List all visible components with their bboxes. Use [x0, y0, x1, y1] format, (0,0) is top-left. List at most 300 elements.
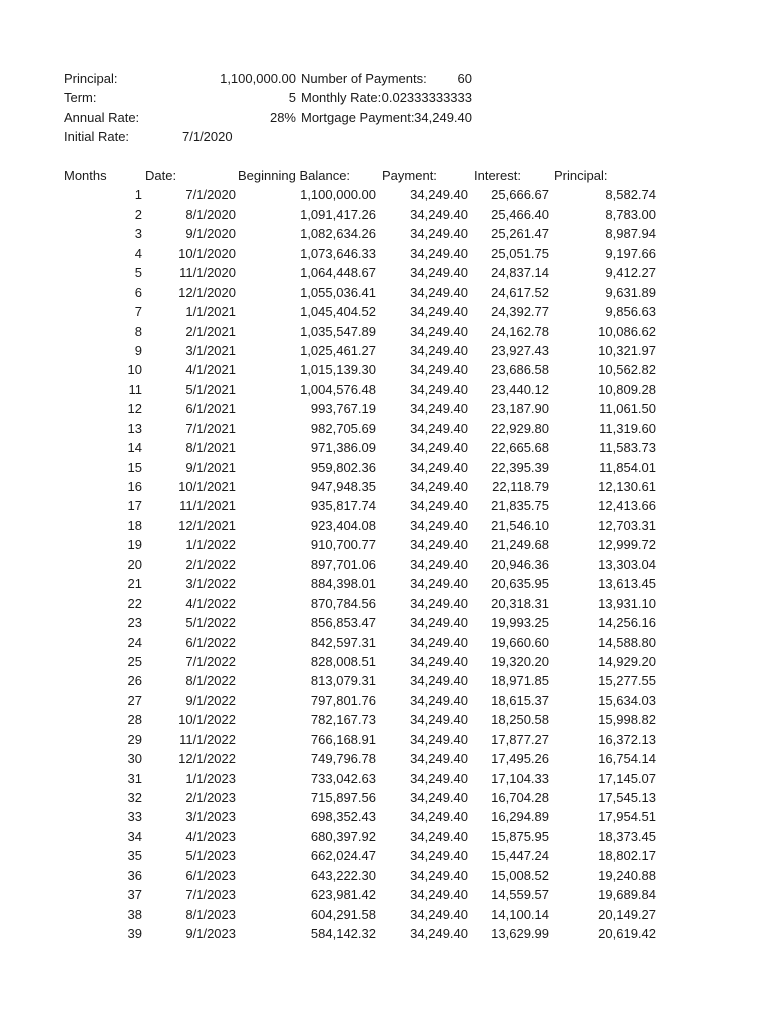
cell-beginning-balance: 1,064,448.67 [300, 265, 376, 281]
cell-month: 30 [127, 751, 142, 767]
cell-interest: 25,261.47 [491, 226, 549, 242]
cell-principal: 8,783.00 [605, 206, 656, 222]
cell-payment: 34,249.40 [410, 517, 468, 533]
table-row [64, 224, 664, 243]
cell-principal: 20,619.42 [598, 926, 656, 942]
cell-month: 26 [127, 673, 142, 689]
cell-month: 31 [127, 770, 142, 786]
table-row [64, 458, 664, 477]
cell-month: 8 [134, 323, 142, 339]
cell-principal: 12,413.66 [598, 498, 656, 514]
cell-month: 21 [127, 576, 142, 592]
cell-interest: 14,559.57 [491, 887, 549, 903]
cell-month: 25 [127, 653, 142, 669]
cell-interest: 19,660.60 [491, 634, 549, 650]
table-row [64, 710, 664, 729]
cell-principal: 19,689.84 [598, 887, 656, 903]
cell-principal: 10,086.62 [598, 323, 656, 339]
cell-date: 9/1/2023 [185, 926, 236, 942]
cell-payment: 34,249.40 [410, 926, 468, 942]
cell-payment: 34,249.40 [410, 265, 468, 281]
cell-interest: 22,395.39 [491, 459, 549, 475]
cell-principal: 19,240.88 [598, 867, 656, 883]
cell-month: 32 [127, 790, 142, 805]
cell-beginning-balance: 1,025,461.27 [300, 342, 376, 358]
cell-interest: 24,837.14 [491, 265, 549, 281]
cell-interest: 25,051.75 [491, 245, 549, 261]
cell-principal: 12,130.61 [598, 479, 656, 494]
cell-month: 18 [127, 517, 142, 533]
cell-principal: 14,588.80 [598, 634, 656, 650]
summary-row-initial-rate [64, 127, 484, 146]
cell-interest: 18,615.37 [491, 692, 549, 708]
cell-payment: 34,249.40 [410, 381, 468, 397]
cell-payment: 34,249.40 [410, 342, 468, 358]
cell-date: 6/1/2023 [185, 867, 236, 883]
cell-beginning-balance: 993,767.19 [310, 401, 376, 417]
cell-beginning-balance: 733,042.63 [310, 770, 376, 786]
cell-month: 33 [127, 809, 142, 825]
cell-interest: 23,440.12 [491, 381, 549, 397]
cell-date: 6/1/2022 [185, 634, 236, 650]
cell-date: 9/1/2022 [185, 692, 236, 708]
cell-date: 12/1/2022 [178, 751, 236, 767]
cell-beginning-balance: 1,045,404.52 [300, 304, 376, 320]
cell-beginning-balance: 1,055,036.41 [300, 284, 376, 300]
cell-month: 36 [127, 867, 142, 883]
cell-payment: 34,249.40 [410, 634, 468, 650]
table-row [64, 846, 664, 865]
summary-row-term [64, 88, 484, 107]
cell-principal: 9,856.63 [605, 304, 656, 320]
cell-beginning-balance: 828,008.51 [310, 653, 376, 669]
cell-date: 11/1/2021 [179, 498, 236, 514]
cell-principal: 11,061.50 [599, 401, 656, 417]
cell-principal: 10,321.97 [598, 342, 656, 358]
header-beginning-balance: Beginning Balance: [238, 168, 351, 183]
cell-interest: 14,100.14 [491, 906, 549, 922]
table-row [64, 496, 664, 515]
table-row [64, 205, 664, 224]
cell-beginning-balance: 797,801.76 [310, 692, 376, 708]
cell-principal: 13,931.10 [598, 595, 656, 611]
cell-month: 29 [127, 731, 142, 747]
table-row [64, 419, 664, 438]
cell-interest: 20,635.95 [491, 576, 549, 592]
cell-beginning-balance: 623,981.42 [310, 887, 376, 903]
cell-beginning-balance: 897,701.06 [310, 556, 376, 572]
cell-beginning-balance: 698,352.43 [310, 809, 376, 825]
cell-payment: 34,249.40 [410, 226, 468, 242]
table-row [64, 885, 664, 904]
cell-payment: 34,249.40 [410, 790, 468, 805]
cell-beginning-balance: 884,398.01 [310, 576, 376, 592]
cell-principal: 17,954.51 [598, 809, 656, 825]
cell-date: 9/1/2021 [185, 459, 236, 475]
cell-interest: 18,971.85 [491, 673, 549, 689]
cell-payment: 34,249.40 [410, 615, 468, 631]
cell-date: 5/1/2021 [185, 381, 236, 397]
header-payment: Payment: [382, 168, 437, 183]
cell-principal: 11,583.73 [599, 440, 656, 456]
cell-date: 11/1/2022 [179, 731, 236, 747]
cell-beginning-balance: 870,784.56 [310, 595, 376, 611]
cell-month: 20 [127, 556, 142, 572]
cell-interest: 23,187.90 [491, 401, 549, 417]
cell-interest: 20,946.36 [491, 556, 549, 572]
cell-date: 8/1/2023 [185, 906, 236, 922]
cell-principal: 13,613.45 [598, 576, 656, 592]
cell-date: 4/1/2022 [185, 595, 236, 611]
cell-month: 34 [127, 828, 142, 844]
cell-month: 17 [127, 498, 142, 514]
table-row [64, 749, 664, 768]
cell-month: 14 [127, 440, 142, 456]
cell-date: 10/1/2021 [178, 479, 236, 494]
cell-principal: 8,987.94 [605, 226, 656, 242]
term-value: 5 [288, 90, 296, 106]
cell-month: 9 [134, 342, 142, 358]
cell-beginning-balance: 1,035,547.89 [300, 323, 376, 339]
cell-month: 23 [127, 615, 142, 631]
cell-date: 3/1/2023 [185, 809, 236, 825]
cell-payment: 34,249.40 [410, 751, 468, 767]
cell-interest: 25,666.67 [491, 187, 549, 203]
cell-principal: 16,754.14 [598, 751, 656, 767]
cell-interest: 23,927.43 [491, 342, 549, 358]
cell-beginning-balance: 959,802.36 [310, 459, 376, 475]
cell-date: 10/1/2020 [178, 245, 236, 261]
table-row [64, 866, 664, 885]
cell-date: 1/1/2022 [185, 537, 236, 553]
table-row [64, 438, 664, 457]
cell-month: 10 [127, 362, 142, 378]
cell-principal: 11,319.60 [599, 420, 656, 436]
cell-date: 1/1/2023 [185, 770, 236, 786]
cell-date: 9/1/2020 [185, 226, 236, 242]
table-row [64, 399, 664, 418]
cell-date: 5/1/2023 [185, 848, 236, 864]
cell-interest: 21,835.75 [491, 498, 549, 514]
cell-principal: 12,999.72 [598, 537, 656, 553]
cell-interest: 25,466.40 [491, 206, 549, 222]
cell-principal: 18,802.17 [598, 848, 656, 864]
cell-principal: 15,634.03 [598, 692, 656, 708]
cell-beginning-balance: 971,386.09 [310, 440, 376, 456]
cell-date: 3/1/2022 [185, 576, 236, 592]
cell-payment: 34,249.40 [410, 673, 468, 689]
cell-principal: 9,197.66 [605, 245, 656, 261]
cell-date: 10/1/2022 [178, 712, 236, 728]
cell-month: 28 [127, 712, 142, 728]
table-row [64, 185, 664, 204]
cell-principal: 12,703.31 [598, 517, 656, 533]
cell-payment: 34,249.40 [410, 401, 468, 417]
cell-interest: 17,877.27 [491, 731, 549, 747]
cell-payment: 34,249.40 [410, 887, 468, 903]
number-of-payments-label: Number of Payments: [301, 71, 427, 86]
cell-payment: 34,249.40 [410, 420, 468, 436]
table-row [64, 924, 664, 943]
cell-principal: 14,256.16 [598, 615, 656, 631]
cell-month: 19 [127, 537, 142, 553]
cell-month: 4 [134, 245, 142, 261]
cell-date: 6/1/2021 [185, 401, 236, 417]
cell-interest: 21,249.68 [491, 537, 549, 553]
cell-payment: 34,249.40 [410, 731, 468, 747]
annual-rate-value: 28% [269, 109, 296, 125]
cell-date: 12/1/2020 [178, 284, 236, 300]
table-row [64, 905, 664, 924]
cell-month: 7 [134, 304, 142, 320]
cell-month: 6 [134, 284, 142, 300]
cell-beginning-balance: 584,142.32 [310, 926, 376, 942]
cell-principal: 15,998.82 [598, 712, 656, 728]
cell-month: 37 [127, 887, 142, 903]
cell-payment: 34,249.40 [410, 653, 468, 669]
cell-date: 12/1/2021 [178, 517, 236, 533]
cell-date: 8/1/2022 [185, 673, 236, 689]
cell-interest: 23,686.58 [491, 362, 549, 378]
cell-principal: 18,373.45 [598, 828, 656, 844]
table-row [64, 671, 664, 690]
cell-interest: 17,495.26 [491, 751, 549, 767]
cell-date: 5/1/2022 [185, 615, 236, 631]
cell-month: 39 [127, 926, 142, 942]
cell-date: 1/1/2021 [185, 304, 236, 320]
cell-date: 3/1/2021 [185, 342, 236, 358]
cell-interest: 17,104.33 [491, 770, 549, 786]
cell-principal: 20,149.27 [598, 906, 656, 922]
cell-payment: 34,249.40 [410, 440, 468, 456]
cell-principal: 11,854.01 [599, 459, 656, 475]
initial-rate-value: 7/1/2020 [182, 129, 233, 145]
table-row [64, 769, 664, 788]
table-row [64, 477, 664, 496]
cell-principal: 10,809.28 [598, 381, 656, 397]
cell-interest: 13,629.99 [491, 926, 549, 942]
cell-interest: 20,318.31 [491, 595, 549, 611]
cell-interest: 24,162.78 [491, 323, 549, 339]
cell-payment: 34,249.40 [410, 323, 468, 339]
cell-principal: 8,582.74 [605, 187, 656, 203]
cell-payment: 34,249.40 [410, 556, 468, 572]
cell-date: 7/1/2023 [185, 887, 236, 903]
cell-principal: 17,545.13 [598, 790, 656, 805]
cell-month: 24 [127, 634, 142, 650]
schedule-rows [64, 185, 664, 943]
cell-principal: 17,145.07 [598, 770, 656, 786]
cell-payment: 34,249.40 [410, 187, 468, 203]
cell-beginning-balance: 1,015,139.30 [300, 362, 376, 378]
amortization-schedule [64, 166, 664, 944]
cell-date: 7/1/2022 [185, 653, 236, 669]
cell-beginning-balance: 749,796.78 [310, 751, 376, 767]
cell-month: 1 [134, 187, 142, 203]
loan-summary [64, 69, 484, 147]
cell-payment: 34,249.40 [410, 362, 468, 378]
cell-payment: 34,249.40 [410, 459, 468, 475]
table-row [64, 613, 664, 632]
cell-month: 16 [127, 479, 142, 494]
cell-interest: 16,704.28 [491, 790, 549, 805]
table-row [64, 380, 664, 399]
cell-interest: 19,993.25 [491, 615, 549, 631]
cell-interest: 18,250.58 [491, 712, 549, 728]
header-months: Months [64, 168, 107, 183]
cell-beginning-balance: 715,897.56 [310, 790, 376, 805]
table-row [64, 555, 664, 574]
cell-payment: 34,249.40 [410, 770, 468, 786]
cell-payment: 34,249.40 [410, 245, 468, 261]
cell-interest: 15,875.95 [491, 828, 549, 844]
cell-date: 2/1/2023 [185, 790, 236, 805]
cell-beginning-balance: 604,291.58 [310, 906, 376, 922]
monthly-rate-label: Monthly Rate: [301, 90, 382, 106]
table-row [64, 516, 664, 535]
cell-payment: 34,249.40 [410, 498, 468, 514]
cell-payment: 34,249.40 [410, 479, 468, 494]
cell-month: 5 [134, 265, 142, 281]
table-row [64, 574, 664, 593]
table-row [64, 652, 664, 671]
cell-principal: 9,412.27 [605, 265, 656, 281]
cell-beginning-balance: 766,168.91 [310, 731, 376, 747]
cell-interest: 19,320.20 [491, 653, 549, 669]
cell-payment: 34,249.40 [410, 867, 468, 883]
cell-month: 3 [134, 226, 142, 242]
header-interest: Interest: [474, 168, 521, 183]
table-row [64, 827, 664, 846]
cell-interest: 15,447.24 [491, 848, 549, 864]
cell-principal: 9,631.89 [605, 284, 656, 300]
cell-principal: 14,929.20 [598, 653, 656, 669]
table-row [64, 691, 664, 710]
cell-date: 11/1/2020 [179, 265, 236, 281]
term-label: Term: [64, 90, 97, 106]
cell-interest: 15,008.52 [491, 867, 549, 883]
cell-month: 35 [127, 848, 142, 864]
cell-month: 2 [134, 206, 142, 222]
cell-date: 8/1/2021 [185, 440, 236, 456]
initial-rate-label: Initial Rate: [64, 129, 130, 145]
table-row [64, 360, 664, 379]
table-row [64, 341, 664, 360]
cell-month: 13 [127, 420, 142, 436]
cell-beginning-balance: 856,853.47 [310, 615, 376, 631]
cell-payment: 34,249.40 [410, 828, 468, 844]
cell-date: 4/1/2023 [185, 828, 236, 844]
table-row [64, 633, 664, 652]
cell-payment: 34,249.40 [410, 848, 468, 864]
cell-payment: 34,249.40 [410, 906, 468, 922]
cell-payment: 34,249.40 [410, 304, 468, 320]
principal-label: Principal: [64, 71, 118, 86]
cell-payment: 34,249.40 [410, 537, 468, 553]
table-row [64, 594, 664, 613]
table-row [64, 535, 664, 554]
cell-payment: 34,249.40 [410, 595, 468, 611]
cell-payment: 34,249.40 [410, 712, 468, 728]
table-row [64, 283, 664, 302]
cell-beginning-balance: 923,404.08 [310, 517, 376, 533]
cell-principal: 13,303.04 [598, 556, 656, 572]
cell-interest: 16,294.89 [491, 809, 549, 825]
cell-month: 27 [127, 692, 142, 708]
cell-beginning-balance: 813,079.31 [310, 673, 376, 689]
table-row [64, 244, 664, 263]
table-row [64, 322, 664, 341]
cell-beginning-balance: 1,100,000.00 [300, 187, 376, 203]
cell-interest: 22,929.80 [491, 420, 549, 436]
table-row [64, 788, 664, 807]
cell-date: 7/1/2020 [185, 187, 236, 203]
schedule-header-row [64, 166, 664, 185]
mortgage-payment-label: Mortgage Payment: [301, 109, 415, 125]
cell-interest: 22,665.68 [491, 440, 549, 456]
cell-interest: 24,392.77 [491, 304, 549, 320]
cell-date: 7/1/2021 [185, 420, 236, 436]
cell-beginning-balance: 842,597.31 [310, 634, 376, 650]
cell-payment: 34,249.40 [410, 206, 468, 222]
cell-payment: 34,249.40 [410, 284, 468, 300]
cell-beginning-balance: 982,705.69 [310, 420, 376, 436]
cell-date: 2/1/2021 [185, 323, 236, 339]
cell-month: 11 [128, 381, 142, 397]
cell-beginning-balance: 947,948.35 [310, 479, 376, 494]
cell-beginning-balance: 662,024.47 [310, 848, 376, 864]
cell-interest: 24,617.52 [491, 284, 549, 300]
cell-beginning-balance: 782,167.73 [310, 712, 376, 728]
cell-month: 38 [127, 906, 142, 922]
cell-beginning-balance: 910,700.77 [310, 537, 376, 553]
table-row [64, 302, 664, 321]
cell-payment: 34,249.40 [410, 576, 468, 592]
cell-beginning-balance: 1,082,634.26 [300, 226, 376, 242]
cell-beginning-balance: 1,004,576.48 [300, 381, 376, 397]
cell-beginning-balance: 680,397.92 [310, 828, 376, 844]
cell-principal: 15,277.55 [598, 673, 656, 689]
cell-beginning-balance: 643,222.30 [310, 867, 376, 883]
principal-value: 1,100,000.00 [220, 71, 296, 86]
cell-date: 2/1/2022 [185, 556, 236, 572]
header-date: Date: [145, 168, 177, 183]
number-of-payments-value: 60 [457, 71, 472, 86]
monthly-rate-value: 0.02333333333 [381, 90, 472, 106]
summary-row-annual-rate [64, 108, 484, 127]
summary-row-principal [64, 69, 484, 88]
cell-payment: 34,249.40 [410, 692, 468, 708]
cell-beginning-balance: 1,073,646.33 [300, 245, 376, 261]
cell-date: 8/1/2020 [185, 206, 236, 222]
cell-beginning-balance: 1,091,417.26 [300, 206, 376, 222]
mortgage-payment-value: 34,249.40 [414, 109, 472, 125]
cell-principal: 16,372.13 [598, 731, 656, 747]
table-row [64, 730, 664, 749]
cell-date: 4/1/2021 [185, 362, 236, 378]
cell-interest: 22,118.79 [492, 479, 549, 494]
cell-payment: 34,249.40 [410, 809, 468, 825]
cell-month: 12 [127, 401, 142, 417]
annual-rate-label: Annual Rate: [64, 109, 140, 125]
cell-beginning-balance: 935,817.74 [310, 498, 376, 514]
cell-interest: 21,546.10 [491, 517, 549, 533]
cell-principal: 10,562.82 [598, 362, 656, 378]
cell-month: 15 [127, 459, 142, 475]
table-row [64, 807, 664, 826]
cell-month: 22 [127, 595, 142, 611]
table-row [64, 263, 664, 282]
